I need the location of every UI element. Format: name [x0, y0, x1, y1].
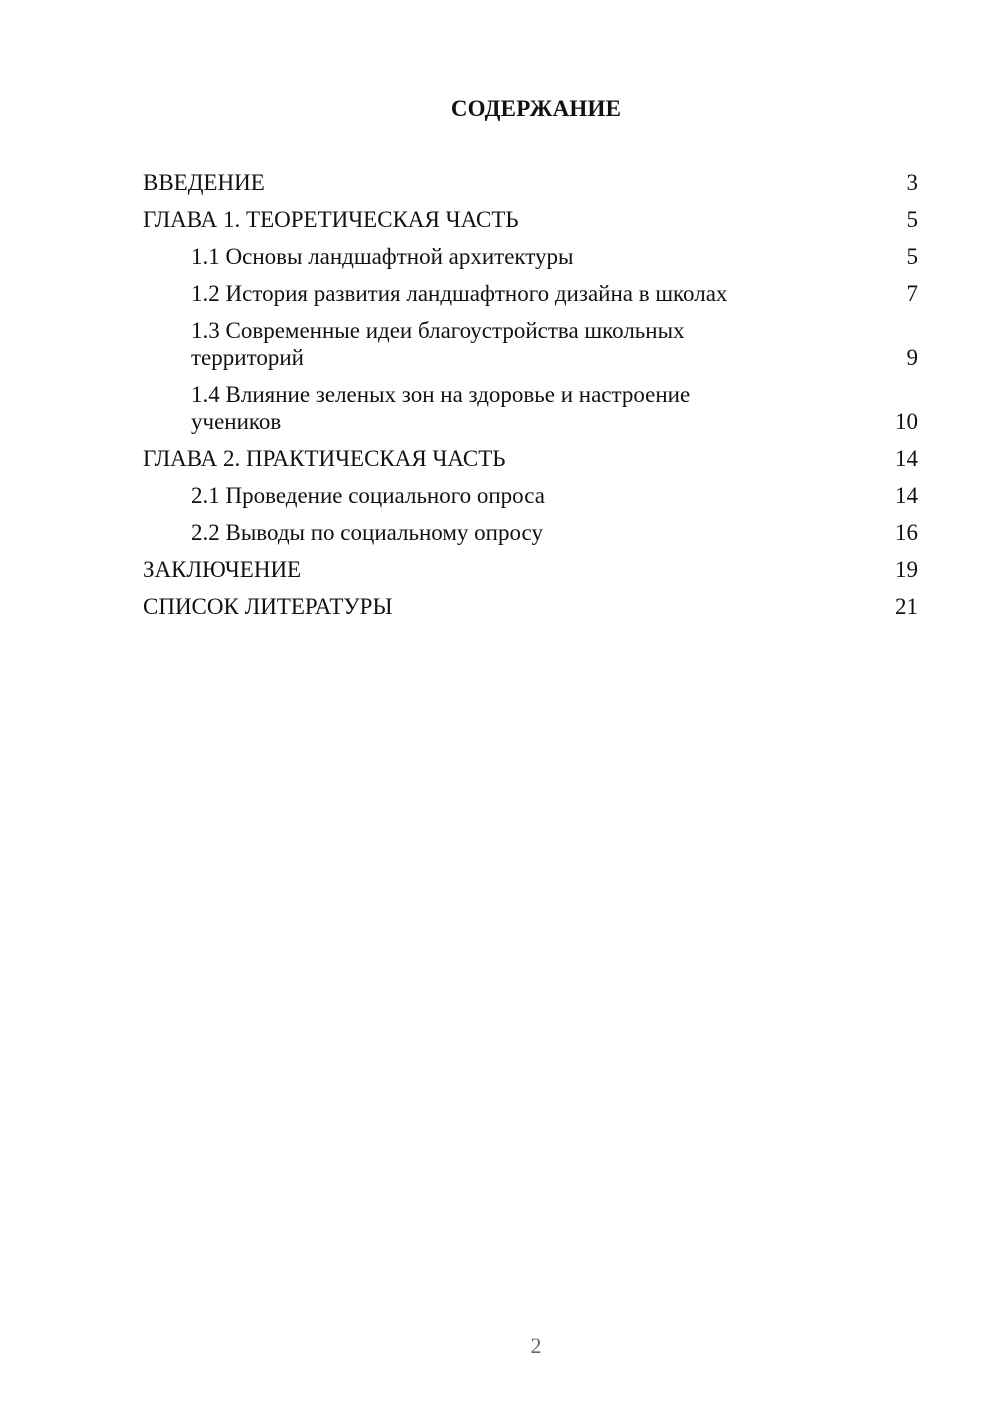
toc-entry-text: 2.2 Выводы по социальному опросу: [191, 520, 543, 545]
toc-entry-page: 3: [906, 170, 918, 195]
toc-entry-section-1-3[interactable]: [143, 317, 918, 371]
toc-entry-text: 1.2 История развития ландшафтного дизайна в школах: [191, 281, 728, 306]
toc-entry-text: 1.4 Влияние зеленых зон на здоровье и настроение учеников: [191, 382, 691, 434]
toc-entry-section-2-1[interactable]: [143, 482, 918, 509]
toc-entry-conclusion[interactable]: [143, 556, 918, 583]
toc-entry-page: 19: [895, 557, 918, 582]
toc-entry-page: 14: [895, 483, 918, 508]
toc-entry-section-2-2[interactable]: [143, 519, 918, 546]
toc-entry-page: 5: [906, 207, 918, 232]
toc-entry-text: ГЛАВА 2. ПРАКТИЧЕСКАЯ ЧАСТЬ: [143, 446, 506, 471]
toc-entry-text: 1.3 Современные идеи благоустройства школьных территорий: [191, 318, 685, 370]
toc-entry-text: ВВЕДЕНИЕ: [143, 170, 265, 195]
toc-entry-text: ГЛАВА 1. ТЕОРЕТИЧЕСКАЯ ЧАСТЬ: [143, 207, 519, 232]
toc-entry-chapter-1[interactable]: [143, 206, 918, 233]
toc-entry-page: 16: [895, 520, 918, 545]
toc-entry-page: 9: [906, 345, 918, 370]
table-of-contents: [143, 169, 918, 630]
toc-entry-page: 10: [895, 409, 918, 434]
page-number: 2: [530, 1333, 542, 1358]
toc-entry-page: 14: [895, 446, 918, 471]
toc-entry-introduction[interactable]: [143, 169, 918, 196]
toc-entry-section-1-2[interactable]: [143, 280, 918, 307]
toc-entry-section-1-4[interactable]: [143, 381, 918, 435]
toc-entry-section-1-1[interactable]: [143, 243, 918, 270]
toc-entry-text: 2.1 Проведение социального опроса: [191, 483, 545, 508]
toc-entry-chapter-2[interactable]: [143, 445, 918, 472]
toc-entry-page: 7: [906, 281, 918, 306]
toc-entry-page: 5: [906, 244, 918, 269]
toc-entry-text: 1.1 Основы ландшафтной архитектуры: [191, 244, 574, 269]
toc-entry-page: 21: [895, 594, 918, 619]
toc-title: СОДЕРЖАНИЕ: [450, 96, 622, 121]
toc-entry-text: ЗАКЛЮЧЕНИЕ: [143, 557, 302, 582]
toc-entry-text: СПИСОК ЛИТЕРАТУРЫ: [143, 594, 393, 619]
toc-entry-references[interactable]: [143, 593, 918, 620]
